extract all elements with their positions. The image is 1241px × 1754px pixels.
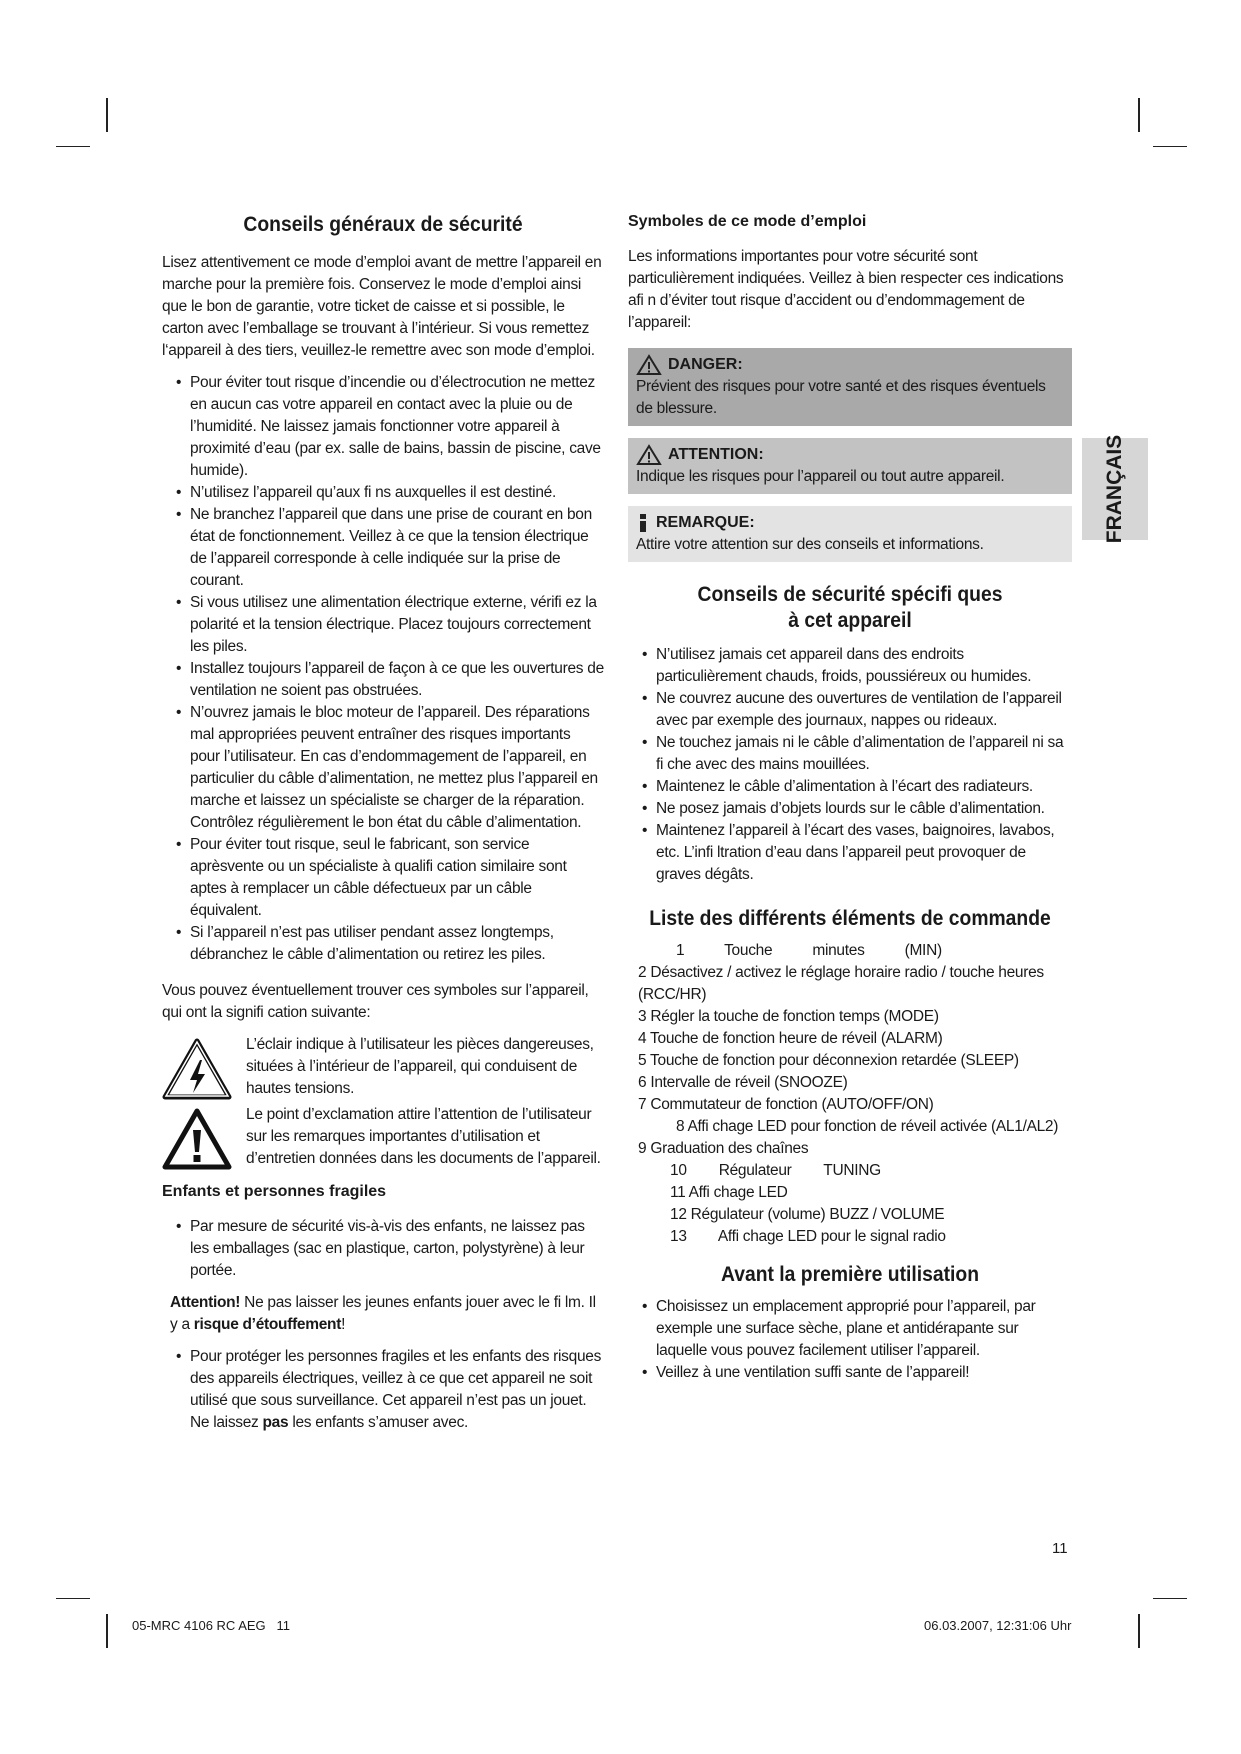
attention-label: Attention! bbox=[170, 1294, 241, 1311]
list-item-text: Pour protéger les personnes fragiles et les enfants des risques des appareils électriques, veillez à ce que cet appareil ne soit utilisé que sous surveillance. Cet appareil n’est pas un jouet. Ne laissez bbox=[190, 1348, 602, 1431]
crop-mark bbox=[1153, 146, 1187, 147]
danger-text: Prévient des risques pour votre santé et des risques éventuels de blessure. bbox=[636, 378, 1046, 417]
list-item: • N’ouvrez jamais le bloc moteur de l’appareil. Des réparations mal appropriées peuvent entraîner des risques importants pour l’utilisateur. En cas d’endommagement de l’appareil, en particulier du câble d’alimentation, ne mettez plus l’appareil en marche et laissez un spécialiste se charger de la réparation. Contrôlez régulièrement le bon état du câble d’alimentation. bbox=[162, 702, 604, 834]
general-safety-title: Conseils généraux de sécurité bbox=[243, 213, 523, 236]
specific-safety-list bbox=[628, 644, 1072, 886]
control-item: 10 Régulateur TUNING bbox=[670, 1162, 881, 1179]
right-column bbox=[628, 212, 1072, 1394]
list-item: • Maintenez l’appareil à l’écart des vases, baignoires, lavabos, etc. L’infi ltration d’eau dans l’appareil peut provoquer de graves dégâts. bbox=[628, 820, 1072, 886]
first-use-list bbox=[628, 1296, 1072, 1384]
symbols-intro: Vous pouvez éventuellement trouver ces symboles sur l’appareil, qui ont la signifi cation suivante: bbox=[162, 982, 589, 1021]
crop-mark bbox=[1138, 1614, 1140, 1648]
danger-heading bbox=[636, 354, 1064, 376]
specific-title-line-2: à cet appareil bbox=[788, 609, 912, 632]
control-item: 2 Désactivez / activez le réglage horaire radio / touche heures (RCC/HR) bbox=[638, 964, 1044, 1003]
info-i-icon bbox=[636, 512, 650, 534]
list-item: • Maintenez le câble d’alimentation à l’écart des radiateurs. bbox=[628, 776, 1072, 798]
crop-mark bbox=[106, 1614, 108, 1648]
list-item: • N’utilisez l’appareil qu’aux fi ns auxquelles il est destiné. bbox=[162, 482, 604, 504]
attention-note bbox=[162, 1292, 604, 1336]
exclamation-triangle-icon bbox=[162, 1108, 232, 1170]
left-column bbox=[162, 212, 604, 1444]
crop-mark bbox=[106, 98, 108, 132]
attention-text: Ne pas laisser les jeunes enfants jouer avec le fi lm. Il y a bbox=[170, 1294, 596, 1333]
list-item-bold: pas bbox=[262, 1414, 289, 1431]
attention-box bbox=[628, 438, 1072, 494]
attention-title: ATTENTION: bbox=[668, 446, 764, 463]
control-item: 13 Affi chage LED pour le signal radio bbox=[670, 1228, 946, 1245]
control-item: 5 Touche de fonction pour déconnexion retardée (SLEEP) bbox=[638, 1052, 1019, 1069]
list-item: • Ne posez jamais d’objets lourds sur le câble d’alimentation. bbox=[628, 798, 1072, 820]
list-item: • Si vous utilisez une alimentation électrique externe, vérifi ez la polarité et la tension électrique. Placez toujours correctement les piles. bbox=[162, 592, 604, 658]
list-item: • Ne touchez jamais ni le câble d’alimentation de l’appareil ni sa fi che avec des mains mouillées. bbox=[628, 732, 1072, 776]
symbols-intro-right: Les informations importantes pour votre sécurité sont particulièrement indiquées. Veillez à bien respecter ces indications afi n d’éviter tout risque d’accident ou d’endommagement de l’appareil: bbox=[628, 248, 1064, 331]
list-item bbox=[162, 1346, 604, 1434]
list-item: • N’utilisez jamais cet appareil dans des endroits particulièrement chauds, froids, poussiéreux ou humides. bbox=[628, 644, 1072, 688]
remarque-text: Attire votre attention sur des conseils et informations. bbox=[636, 536, 984, 553]
list-item-text: les enfants s’amuser avec. bbox=[288, 1414, 469, 1431]
control-item: 4 Touche de fonction heure de réveil (ALARM) bbox=[638, 1030, 943, 1047]
warning-triangle-icon bbox=[636, 354, 662, 376]
list-item: • Installez toujours l’appareil de façon à ce que les ouvertures de ventilation ne soient pas obstruées. bbox=[162, 658, 604, 702]
control-item: 9 Graduation des chaînes bbox=[638, 1140, 809, 1157]
footer-right: 06.03.2007, 12:31:06 Uhr bbox=[924, 1618, 1072, 1633]
attention-box-text: Indique les risques pour l’appareil ou tout autre appareil. bbox=[636, 468, 1005, 485]
controls-list bbox=[628, 940, 1072, 1248]
warning-triangle-icon bbox=[636, 444, 662, 466]
control-item: 12 Régulateur (volume) BUZZ / VOLUME bbox=[670, 1206, 945, 1223]
control-item: 1 Touche minutes (MIN) bbox=[676, 942, 942, 959]
symbol-lightning-text: L’éclair indique à l’utilisateur les pièces dangereuses, situées à l’intérieur de l’appareil, qui conduisent de hautes tensions. bbox=[246, 1036, 594, 1097]
danger-title: DANGER: bbox=[668, 356, 743, 373]
general-safety-list bbox=[162, 372, 604, 966]
control-item: 7 Commutateur de fonction (AUTO/OFF/ON) bbox=[638, 1096, 934, 1113]
specific-title-line-1: Conseils de sécurité spécifi ques bbox=[697, 583, 1003, 606]
crop-mark bbox=[56, 146, 90, 147]
first-use-title: Avant la première utilisation bbox=[720, 1263, 980, 1286]
control-item: 11 Affi chage LED bbox=[670, 1184, 788, 1201]
list-item: • Si l’appareil n’est pas utiliser pendant assez longtemps, débranchez le câble d’alimentation ou retirez les piles. bbox=[162, 922, 604, 966]
symbol-lightning-row bbox=[162, 1034, 604, 1100]
control-item: 6 Intervalle de réveil (SNOOZE) bbox=[638, 1074, 848, 1091]
symbols-title: Symboles de ce mode d’emploi bbox=[628, 213, 867, 230]
control-item: 3 Régler la touche de fonction temps (MODE) bbox=[638, 1008, 939, 1025]
list-item: • Ne branchez l’appareil que dans une prise de courant en bon état de fonctionnement. Veillez à ce que la tension électrique de l’appareil corresponde à celle indiquée sur la prise de courant. bbox=[162, 504, 604, 592]
crop-mark bbox=[1153, 1598, 1187, 1599]
list-item: • Pour éviter tout risque d’incendie ou d’électrocution ne mettez en aucun cas votre appareil en contact avec la pluie ou de l’humidité. Ne laissez jamais fonctionner votre appareil à proximité d’eau (par ex. salle de bains, bassin de piscine, cave humide). bbox=[162, 372, 604, 482]
language-tab-label: FRANÇAIS bbox=[1103, 434, 1126, 544]
children-title: Enfants et personnes fragiles bbox=[162, 1183, 387, 1200]
page-number: 11 bbox=[1052, 1540, 1068, 1557]
crop-mark bbox=[56, 1598, 90, 1599]
remarque-box bbox=[628, 506, 1072, 562]
list-item: • Veillez à une ventilation suffi sante de l’appareil! bbox=[628, 1362, 1072, 1384]
children-list-2 bbox=[162, 1346, 604, 1434]
lightning-triangle-icon bbox=[162, 1038, 232, 1100]
remarque-heading bbox=[636, 512, 1064, 534]
controls-title: Liste des différents éléments de commande bbox=[649, 907, 1051, 930]
intro-paragraph: Lisez attentivement ce mode d’emploi avant de mettre l’appareil en marche pour la première fois. Conservez le mode d’emploi ainsi que le bon de garantie, votre ticket de caisse et si possible, le carton avec l’emballage se trouvant à l’intérieur. Si vous remettez l‘appareil à des tiers, veuillez-le remettre avec son mode d’emploi. bbox=[162, 254, 602, 359]
crop-mark bbox=[1138, 98, 1140, 132]
list-item: • Pour éviter tout risque, seul le fabricant, son service aprèsvente ou un spécialiste à qualifi cation similaire sont aptes à remplacer un câble défectueux par un câble équivalent. bbox=[162, 834, 604, 922]
children-list bbox=[162, 1216, 604, 1282]
remarque-title: REMARQUE: bbox=[656, 514, 755, 531]
list-item: • Ne couvrez aucune des ouvertures de ventilation de l’appareil avec par exemple des journaux, nappes ou rideaux. bbox=[628, 688, 1072, 732]
attention-heading bbox=[636, 444, 1064, 466]
attention-end: ! bbox=[341, 1316, 346, 1333]
list-item: • Par mesure de sécurité vis-à-vis des enfants, ne laissez pas les emballages (sac en plastique, carton, polystyrène) à leur portée. bbox=[162, 1216, 604, 1282]
footer-left: 05-MRC 4106 RC AEG 11 bbox=[132, 1618, 290, 1633]
symbol-exclamation-row bbox=[162, 1104, 604, 1170]
language-tab bbox=[1082, 434, 1148, 544]
specific-safety-title bbox=[646, 582, 1054, 634]
list-item: • Choisissez un emplacement approprié pour l’appareil, par exemple une surface sèche, plane et antidérapante sur laquelle vous pouvez facilement utiliser l’appareil. bbox=[628, 1296, 1072, 1362]
control-item: 8 Affi chage LED pour fonction de réveil activée (AL1/AL2) bbox=[676, 1118, 1059, 1135]
danger-box bbox=[628, 348, 1072, 426]
symbol-exclamation-text: Le point d’exclamation attire l’attention de l’utilisateur sur les remarques importantes d’utilisation et d’entretien données dans les documents de l’appareil. bbox=[246, 1106, 601, 1167]
attention-bold: risque d’étouffement bbox=[193, 1316, 342, 1333]
